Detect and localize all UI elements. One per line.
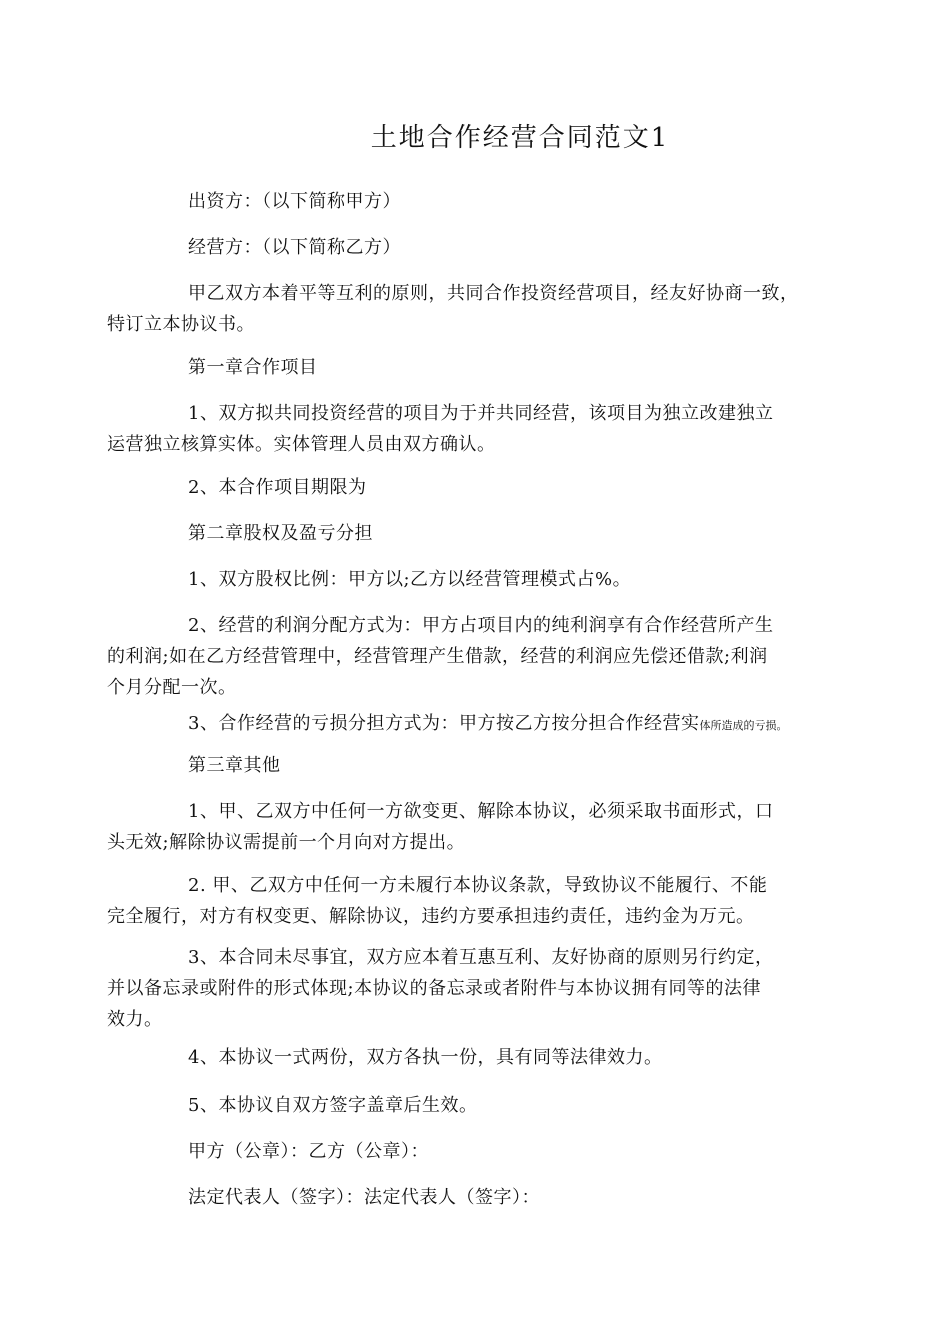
- chapter1-item1: 1、双方拟共同投资经营的项目为于并共同经营，该项目为独立改建独立 运营独立核算实体。实体管理人员由双方确认。: [107, 403, 774, 455]
- investor-line: 出资方：（以下简称甲方）: [188, 191, 401, 212]
- chapter2-heading: 第二章股权及盈亏分担: [188, 523, 373, 544]
- chapter3-item5: 5、本协议自双方签字盖章后生效。: [188, 1095, 478, 1116]
- seal-line: 甲方（公章）：乙方（公章）：: [188, 1141, 429, 1162]
- chapter2-item2: 2、经营的利润分配方式为：甲方占项目内的纯利润享有合作经营所产生 的利润;如在乙方经营管理中，经营管理产生借款，经营的利润应先偿还借款;利润 个月分配一次。: [107, 615, 774, 698]
- signature-line: 法定代表人（签字）：法定代表人（签字）：: [188, 1187, 540, 1208]
- chapter2-item1: 1、双方股权比例：甲方以;乙方以经营管理模式占%。: [188, 569, 632, 590]
- item3-main-text: 3、合作经营的亏损分担方式为：甲方按乙方按分担合作经营实: [188, 713, 700, 734]
- chapter1-heading: 第一章合作项目: [188, 357, 318, 378]
- chapter3-item4: 4、本协议一式两份，双方各执一份，具有同等法律效力。: [188, 1047, 663, 1068]
- operator-line: 经营方：（以下简称乙方）: [188, 237, 401, 258]
- chapter3-heading: 第三章其他: [188, 755, 281, 776]
- chapter1-item2: 2、本合作项目期限为: [188, 477, 367, 498]
- chapter3-item2: 2. 甲、乙双方中任何一方未履行本协议条款，导致协议不能履行、不能 完全履行，对方有权变更、解除协议，违约方要承担违约责任，违约金为万元。: [107, 875, 768, 927]
- intro-paragraph: 甲乙双方本着平等互利的原则，共同合作投资经营项目，经友好协商一致， 特订立本协议书。: [107, 283, 799, 335]
- chapter2-item3: [107, 708, 867, 739]
- document-title: 土地合作经营合同范文1: [370, 123, 670, 153]
- chapter3-item1: 1、甲、乙双方中任何一方欲变更、解除本协议，必须采取书面形式，口 头无效;解除协议需提前一个月向对方提出。: [107, 801, 774, 853]
- chapter3-item3: 3、本合同未尽事宜，双方应本着互惠互利、友好协商的原则另行约定， 并以备忘录或附件的形式体现;本协议的备忘录或者附件与本协议拥有同等的法律 效力。: [107, 947, 774, 1030]
- item3-small-text: 体所造成的亏损。: [699, 719, 788, 732]
